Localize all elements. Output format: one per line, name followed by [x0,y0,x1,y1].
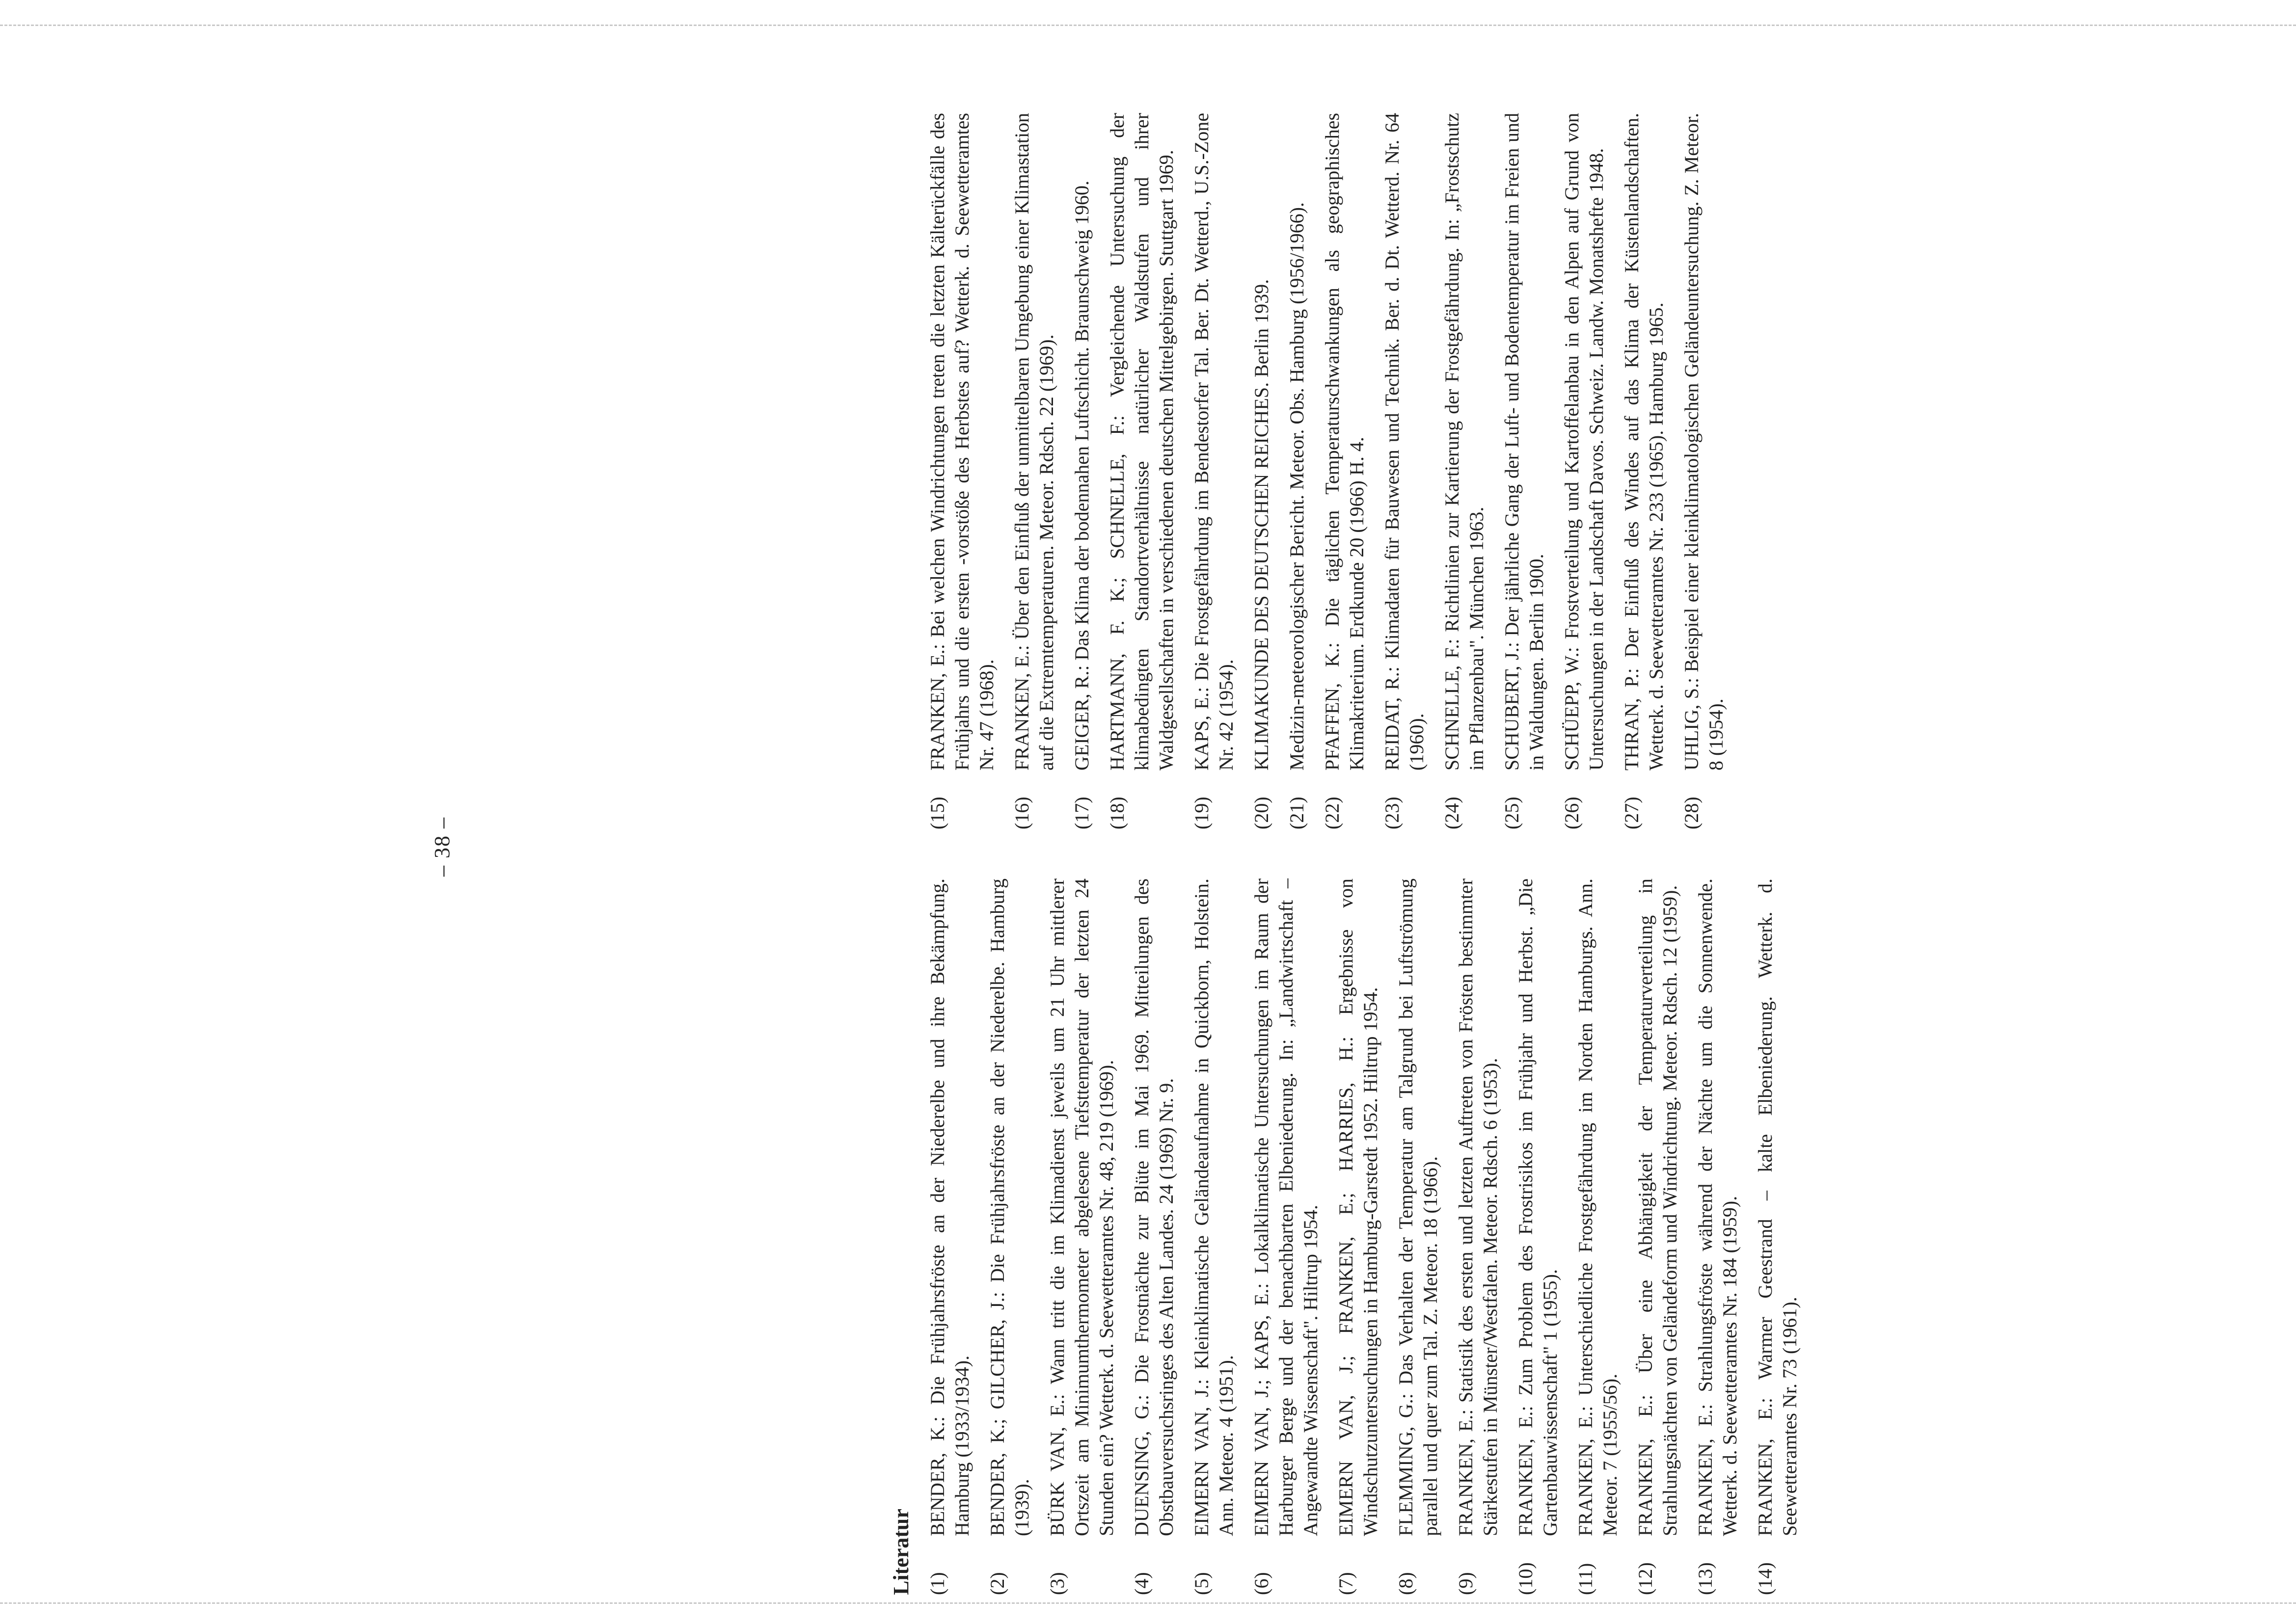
reference-text: REIDAT, R.: Klimadaten für Bauwesen und Technik. Ber. d. Dt. Wetterd. Nr. 64 (1960). [1381,113,1428,771]
reference-entry [1513,878,1563,1595]
reference-entry [1334,878,1383,1595]
reference-number: (19) [1190,797,1213,829]
reference-text: EIMERN VAN, J.: Kleinklimatische Geländeaufnahme in Quickborn, Holstein. Ann. Meteor. 4 (1951). [1190,878,1237,1536]
reference-text: FRANKEN, E.: Über den Einfluß der unmittelbaren Umgebung einer Klimastation auf die Extremtemperaturen. Meteor. Rdsch. 22 (1969). [1011,113,1057,771]
reference-number: (17) [1071,797,1093,829]
reference-entry [1693,878,1742,1595]
reference-entry [1380,113,1429,829]
reference-text: FRANKEN, E.: Warmer Geestrand – kalte Elbeniederung. Wetterk. d. Seewetteramtes Nr. 73 (1961). [1754,878,1801,1536]
reference-text: KLIMAKUNDE DES DEUTSCHEN REICHES. Berlin 1939. [1250,279,1272,771]
scan-edge-bottom [0,1602,2296,1604]
reference-entry [1500,113,1549,829]
reference-text: FRANKEN, E.: Unterschiedliche Frostgefährdung im Norden Hamburgs. Ann. Meteor. 7 (1955/56). [1574,878,1621,1536]
reference-number: (12) [1634,1562,1656,1595]
reference-number: (21) [1286,797,1308,829]
reference-number: (4) [1131,1572,1153,1595]
rotated-page [430,98,2246,1595]
reference-number: (22) [1321,797,1343,829]
reference-number: (1) [926,1572,948,1595]
reference-text: SCHNELLE, F.: Richtlinien zur Kartierung der Frostgefährdung. In: „Frostschutz im Pflanzenbau". München 1963. [1441,113,1487,771]
reference-entry [985,878,1034,1595]
bibliography-heading: Literatur [889,1509,913,1595]
reference-entry [1560,113,1609,829]
left-reference-column [925,878,1813,1595]
page-number: – 38 – [430,817,454,877]
reference-entry [1130,878,1179,1595]
reference-text: GEIGER, R.: Das Klima der bodennahen Luftschicht. Braunschweig 1960. [1071,181,1093,771]
reference-number: (6) [1250,1572,1272,1595]
reference-entry [1320,113,1369,829]
reference-number: (20) [1250,797,1272,829]
reference-entry [1189,878,1239,1595]
reference-entry [1753,878,1802,1595]
reference-entry [1249,878,1323,1595]
scan-edge-top [0,25,2296,26]
reference-text: KAPS, E.: Die Frostgefährdung im Bendestorfer Tal. Ber. Dt. Wetterd., U.S.-Zone Nr. 42 (1954). [1190,113,1237,771]
reference-text: BÜRK VAN, E.: Wann tritt die im Klimadienst jeweils um 21 Uhr mittlerer Ortszeit am Minimumthermometer abgelesene Tiefsttemperatur der letzten 24 Stunden ein? Wetterk. d. Seewetteramtes Nr. 48, 219 (1969). [1046,878,1117,1536]
reference-number: (26) [1561,797,1583,829]
reference-number: (13) [1694,1562,1716,1595]
reference-entry [1679,113,1729,829]
reference-text: FRANKEN, E.: Über eine Abhängigkeit der Temperaturverteilung in Strahlungsnächten von Geländeform und Windrichtung. Meteor. Rdsch. 12 (1959). [1634,878,1681,1536]
reference-text: FRANKEN, E.: Statistik des ersten und letzten Auftreten von Frösten bestimmter Stärkestufen in Münster/Westfalen. Meteor. Rdsch. 6 (1953). [1455,878,1501,1536]
reference-entry [1573,878,1622,1595]
reference-number: (28) [1680,797,1702,829]
reference-number: (24) [1441,797,1463,829]
reference-entry [1249,113,1274,829]
reference-entry [1285,113,1309,829]
reference-number: (5) [1190,1572,1213,1595]
reference-entry [1394,878,1443,1595]
reference-text: THRAN, P.: Der Einfluß des Windes auf das Klima der Küstenlandschaften. Wetterk. d. Seewetteramtes Nr. 233 (1965). Hamburg 1965. [1621,113,1667,771]
reference-text: Medizin-meteorologischer Bericht. Meteor. Obs. Hamburg (1956/1966). [1286,202,1308,771]
reference-number: (23) [1381,797,1403,829]
reference-entry [1070,113,1094,829]
reference-text: FRANKEN, E.: Strahlungsfröste während der Nächte um die Sonnenwende. Wetterk. d. Seewetteramtes Nr. 184 (1959). [1694,878,1741,1536]
reference-entry [1105,113,1179,829]
reference-number: (9) [1455,1572,1477,1595]
reference-text: SCHUBERT, J.: Der jährliche Gang der Luft- und Bodentemperatur im Freien und in Waldungen. Berlin 1900. [1501,113,1547,771]
reference-text: DUENSING, G.: Die Frostnächte zur Blüte im Mai 1969. Mitteilungen des Obstbauversuchsringes des Alten Landes. 24 (1969) Nr. 9. [1131,878,1177,1536]
right-reference-column [925,113,1739,829]
reference-number: (11) [1574,1563,1596,1595]
reference-text: FRANKEN, E.: Bei welchen Windrichtungen treten die letzten Kälterückfälle des Frühjahrs und die ersten -vorstöße des Herbstes auf? Wetterk. d. Seewetteramtes Nr. 47 (1968). [926,113,998,771]
reference-entry [1633,878,1682,1595]
reference-number: (7) [1335,1572,1357,1595]
reference-entry [1454,878,1503,1595]
reference-text: PFAFFEN, K.: Die täglichen Temperaturschwankungen als geographisches Klimakriterium. Erdkunde 20 (1966) H. 4. [1321,113,1368,771]
reference-number: (16) [1011,797,1033,829]
reference-number: (15) [926,797,948,829]
reference-number: (10) [1514,1562,1537,1595]
reference-text: EIMERN VAN, J.; KAPS, E.: Lokalklimatische Untersuchungen im Raum der Harburger Berge und der benachbarten Elbeniederung. In: „Landwirtschaft – Angewandte Wissenschaft". Hiltrup 1954. [1250,878,1322,1536]
reference-number: (27) [1621,797,1643,829]
reference-number: (8) [1395,1572,1417,1595]
reference-entry [1010,113,1059,829]
reference-number: (14) [1754,1562,1776,1595]
reference-number: (3) [1046,1572,1068,1595]
reference-text: UHLIG, S.: Beispiel einer kleinklimatologischen Geländeuntersuchung. Z. Meteor. 8 (1954). [1680,113,1727,771]
reference-text: EIMERN VAN, J.; FRANKEN, E.; HARRIES, H.: Ergebnisse von Windschutzuntersuchungen in Hamburg-Garstedt 1952. Hiltrup 1954. [1335,878,1381,1536]
reference-text: FLEMMING, G.: Das Verhalten der Temperatur am Talgrund bei Luftströmung parallel und quer zum Tal. Z. Meteor. 18 (1966). [1395,878,1441,1536]
reference-entry [1440,113,1489,829]
reference-entry [1045,878,1119,1595]
reference-entry [925,878,974,1595]
reference-number: (25) [1501,797,1523,829]
reference-entry [1620,113,1669,829]
reference-text: FRANKEN, E.: Zum Problem des Frostrisikos im Frühjahr und Herbst. „Die Gartenbauwissenschaft" 1 (1955). [1514,878,1561,1536]
reference-entry [925,113,999,829]
reference-number: (18) [1106,797,1128,829]
reference-text: BENDER, K.; GILCHER, J.: Die Frühjahrsfröste an der Niederelbe. Hamburg (1939). [986,878,1033,1536]
reference-entry [1189,113,1239,829]
reference-text: HARTMANN, F. K.; SCHNELLE, F.: Vergleichende Untersuchung der klimabedingten Standortverhältnisse natürlicher Waldstufen und ihrer Waldgesellschaften in verschiedenen deutschen Mittelgebirgen. Stuttgart 1969. [1106,113,1177,771]
reference-text: BENDER, K.: Die Frühjahrsfröste an der Niederelbe und ihre Bekämpfung. Hamburg (1933/1934). [926,878,973,1536]
reference-text: SCHÜEPP, W.: Frostverteilung und Kartoffelanbau in den Alpen auf Grund von Untersuchungen in der Landschaft Davos. Schweiz. Landw. Monatshefte 1948. [1561,113,1607,771]
reference-number: (2) [986,1572,1008,1595]
